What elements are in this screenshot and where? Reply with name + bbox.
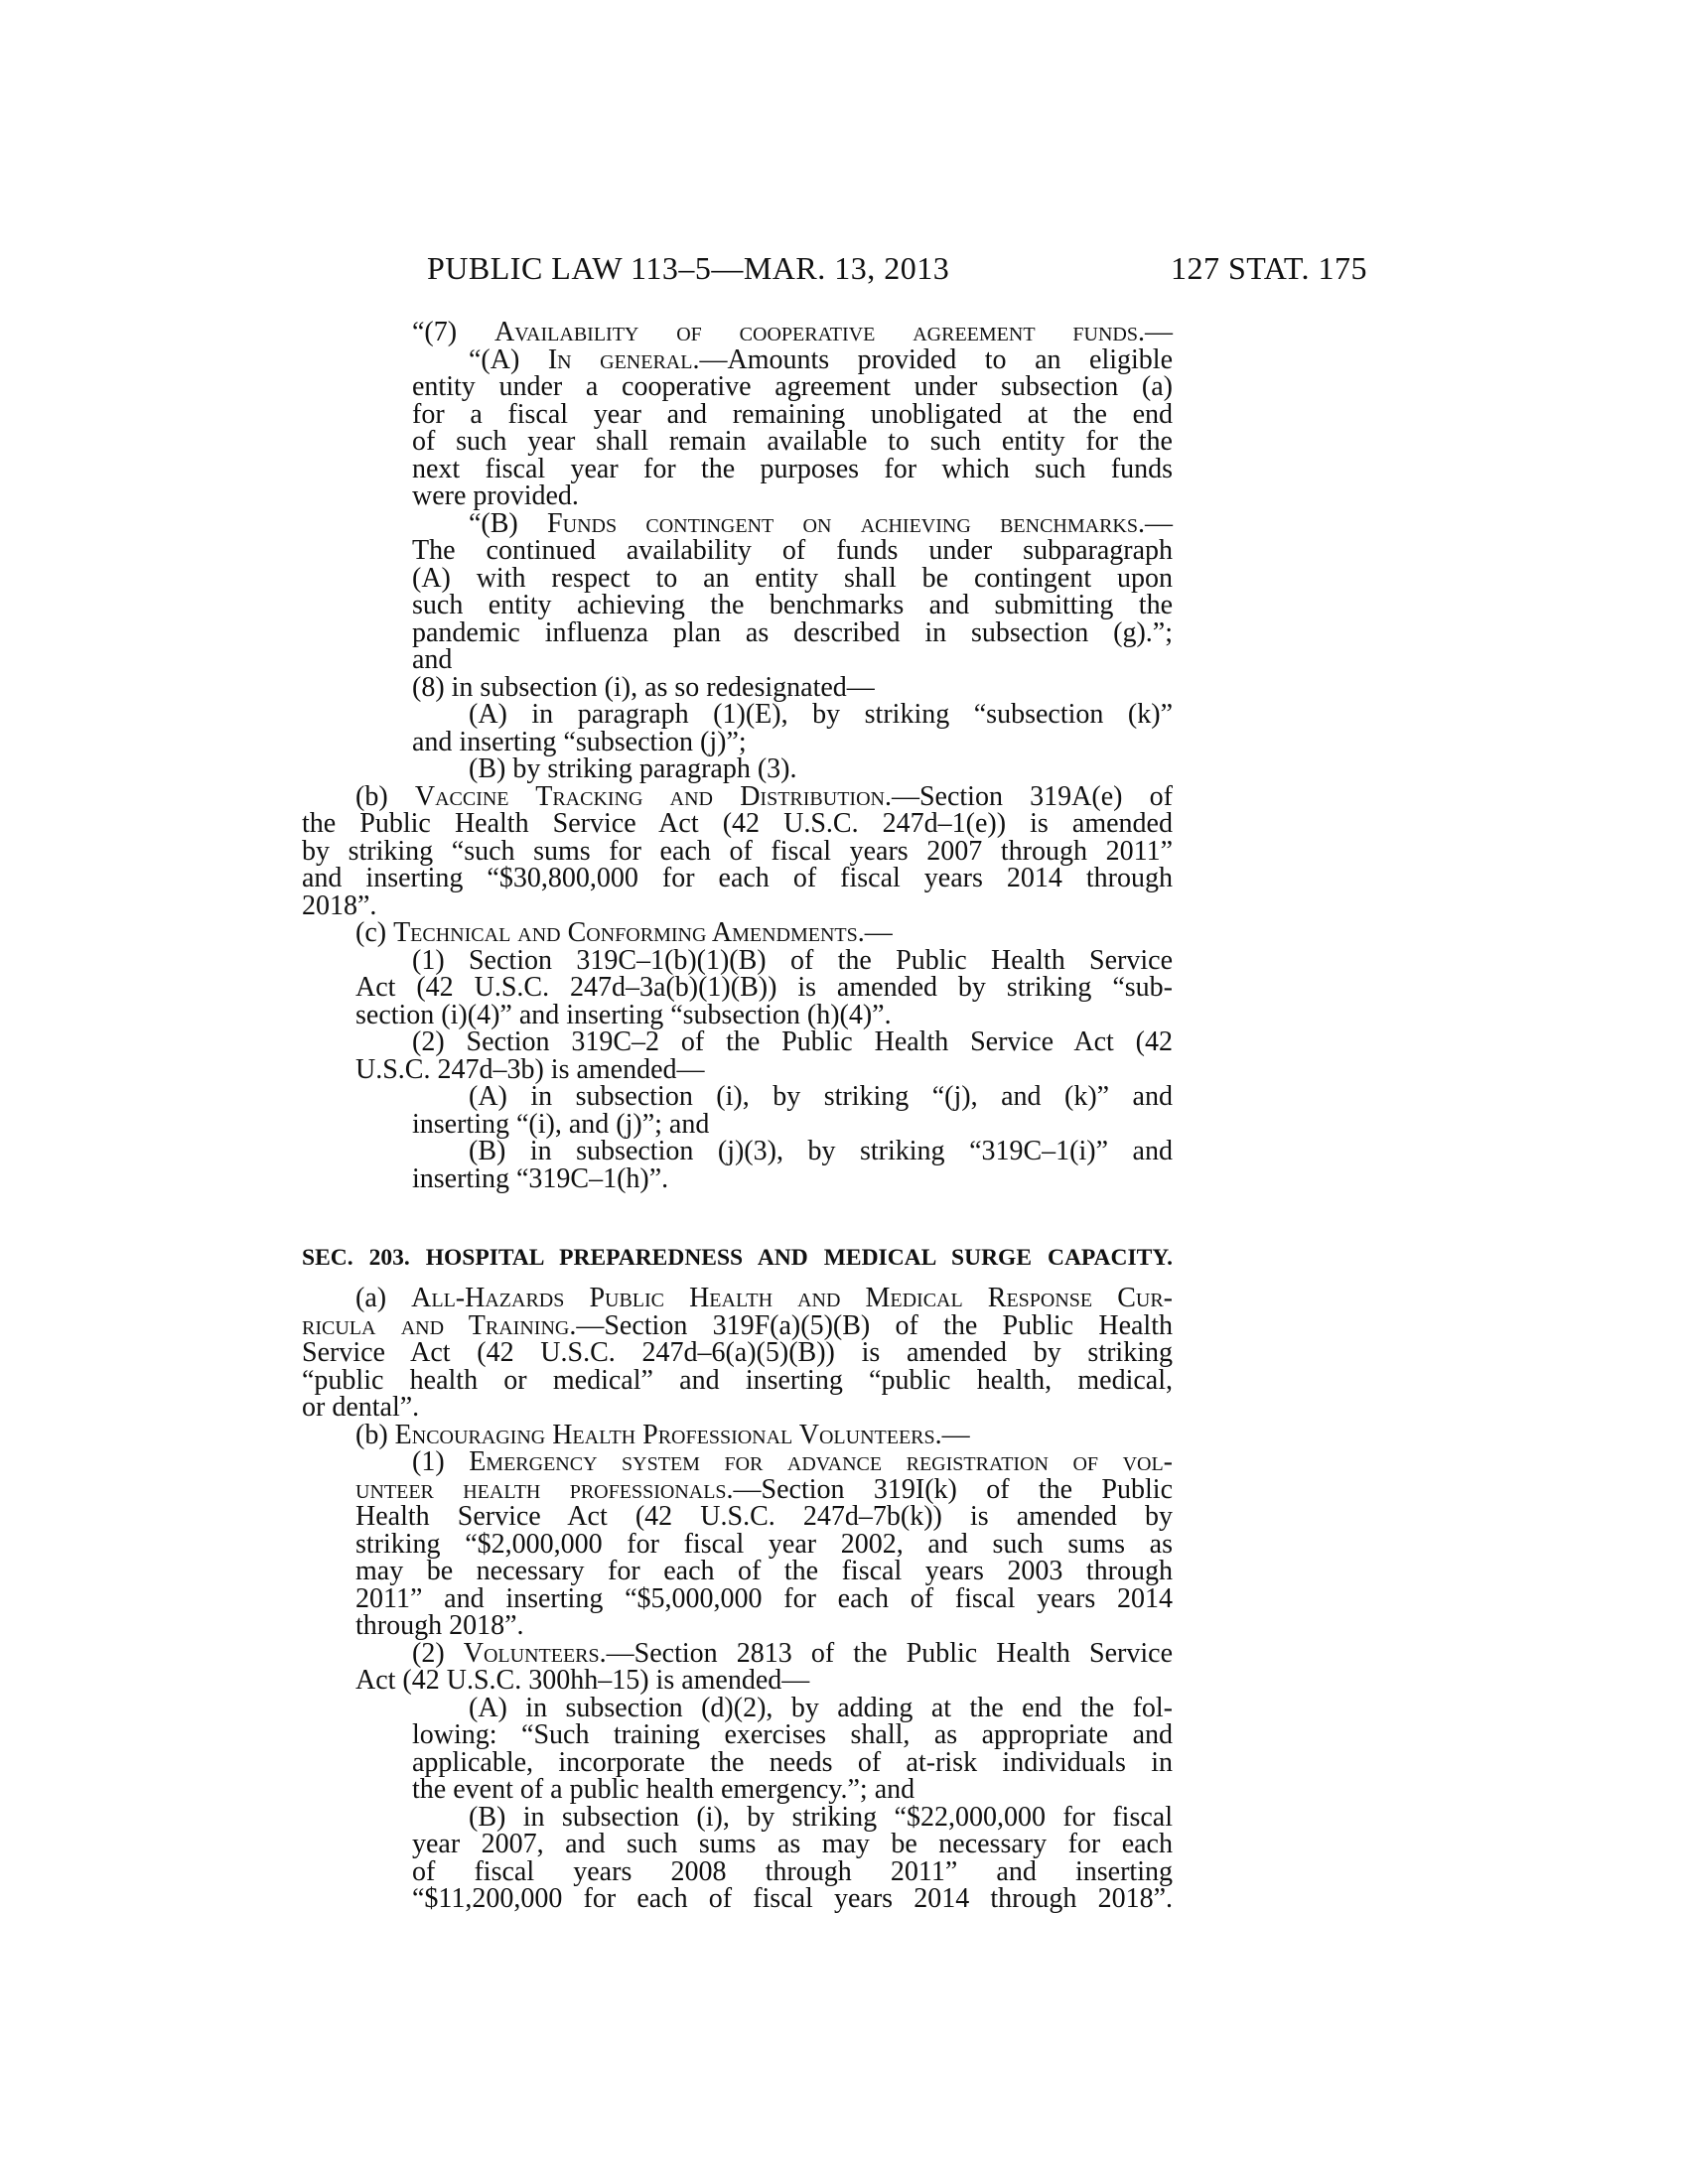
text-segment: entity under a cooperative agreement under subsection (a) xyxy=(412,371,1173,402)
text-segment: —Section 319I(k) of the Public xyxy=(733,1473,1173,1505)
text-segment: (A) in subsection (i), by striking “(j), and (k)” and xyxy=(469,1081,1173,1112)
text-segment: “$11,200,000 for each of fiscal years 2014 through 2018”. xyxy=(412,1883,1173,1914)
text-line xyxy=(412,428,1173,456)
text-line xyxy=(412,616,1173,648)
page-reference: 127 STAT. 175 xyxy=(1170,250,1367,286)
text-line xyxy=(469,1692,1173,1723)
small-caps-heading: All-Hazards Public Health and Medical Response Cur- xyxy=(411,1283,1173,1313)
small-caps-heading: Emergency system for advance registration of vol- xyxy=(469,1446,1173,1477)
text-line xyxy=(355,1285,1173,1312)
text-line xyxy=(355,974,1173,1002)
text-line xyxy=(412,1448,1173,1476)
text-segment: (2) Section 319C–2 of the Public Health Service Act (42 xyxy=(412,1026,1173,1057)
text-line xyxy=(355,1503,1173,1531)
text-segment: Health Service Act (42 U.S.C. 247d–7b(k)) is amended by xyxy=(355,1501,1173,1532)
text-line xyxy=(412,1108,1173,1140)
text-segment: (b) xyxy=(355,780,415,812)
text-line xyxy=(355,1528,1173,1560)
text-line xyxy=(355,999,1173,1030)
text-segment: “public health or medical” and inserting “public health, medical, xyxy=(302,1364,1173,1396)
text-line xyxy=(302,1394,1173,1422)
text-line xyxy=(302,889,1173,921)
text-segment: by striking “such sums for each of fiscal years 2007 through 2011” xyxy=(302,835,1173,867)
small-caps-heading: Encouraging Health Professional Volunteers.— xyxy=(394,1419,970,1450)
small-caps-heading: Vaccine Tracking and Distribution. xyxy=(414,780,892,812)
text-line xyxy=(412,1028,1173,1056)
text-line xyxy=(412,398,1173,430)
text-segment: (A) in paragraph (1)(E), by striking “subsection (k)” xyxy=(469,699,1173,730)
text-line xyxy=(412,1746,1173,1778)
text-segment: Act (42 U.S.C. 247d–3a(b)(1)(B)) is amended by striking “sub- xyxy=(355,972,1173,1003)
text-line xyxy=(355,1053,1173,1085)
small-caps-heading: Availability of cooperative agreement funds.— xyxy=(493,317,1174,347)
text-line xyxy=(412,1831,1173,1858)
text-line xyxy=(355,1612,1173,1640)
text-segment: of fiscal years 2008 through 2011” and inserting xyxy=(412,1855,1173,1887)
text-segment: section (i)(4)” and inserting “subsection (h)(4)”. xyxy=(355,999,892,1030)
text-segment: Act (42 U.S.C. 300hh–15) is amended— xyxy=(355,1665,810,1696)
text-segment: the Public Health Service Act (42 U.S.C. 247d–1(e)) is amended xyxy=(302,808,1173,839)
text-segment: were provided. xyxy=(412,480,579,511)
text-line xyxy=(469,1801,1173,1833)
text-line xyxy=(355,1473,1173,1505)
text-segment: U.S.C. 247d–3b) is amended— xyxy=(355,1053,705,1085)
section-heading: SEC. 203. HOSPITAL PREPAREDNESS AND MEDICAL SURGE CAPACITY. xyxy=(302,1245,1173,1271)
text-line xyxy=(412,592,1173,619)
text-segment: of such year shall remain available to such entity for the xyxy=(412,426,1173,457)
text-segment: (2) xyxy=(412,1637,464,1669)
small-caps-heading: Funds contingent on achieving benchmarks.— xyxy=(547,507,1173,539)
text-segment: striking “$2,000,000 for fiscal year 2002, and such sums as xyxy=(355,1528,1173,1560)
text-segment: and xyxy=(412,644,453,675)
text-segment: inserting “(i), and (j)”; and xyxy=(412,1108,710,1140)
text-line xyxy=(469,1083,1173,1111)
small-caps-heading: Volunteers. xyxy=(463,1637,607,1669)
text-line xyxy=(302,1364,1173,1396)
text-segment: (1) Section 319C–1(b)(1)(B) of the Public Health Service xyxy=(412,944,1173,976)
text-segment: —Section 2813 of the Public Health Service xyxy=(606,1637,1173,1669)
text-segment: next fiscal year for the purposes for which such funds xyxy=(412,453,1173,484)
text-line xyxy=(412,482,1173,510)
text-line xyxy=(469,507,1173,539)
text-line xyxy=(469,701,1173,729)
text-line xyxy=(355,919,1173,947)
small-caps-heading: Technical and Conforming Amendments.— xyxy=(393,917,893,948)
text-line xyxy=(469,755,1173,783)
text-line xyxy=(355,780,1173,812)
small-caps-heading: In general. xyxy=(547,343,700,375)
text-line xyxy=(355,1558,1173,1585)
text-segment: or dental”. xyxy=(302,1392,420,1423)
text-line xyxy=(355,1582,1173,1614)
text-segment: year 2007, and such sums as may be necessary for each xyxy=(412,1829,1173,1859)
text-line xyxy=(302,865,1173,892)
text-segment: (B) in subsection (j)(3), by striking “319C–1(i)” and xyxy=(469,1136,1173,1166)
text-line xyxy=(302,835,1173,867)
text-segment: may be necessary for each of the fiscal years 2003 through xyxy=(355,1556,1173,1586)
text-line xyxy=(412,537,1173,565)
text-line xyxy=(412,1855,1173,1887)
text-line xyxy=(412,1637,1173,1669)
text-segment: lowing: “Such training exercises shall, as appropriate and xyxy=(412,1719,1173,1750)
text-segment: (c) xyxy=(355,917,394,948)
running-title: PUBLIC LAW 113–5—MAR. 13, 2013 xyxy=(427,250,950,286)
text-line xyxy=(412,1776,1173,1804)
text-segment: The continued availability of funds under subparagraph xyxy=(412,535,1173,566)
text-segment: inserting “319C–1(h)”. xyxy=(412,1162,669,1194)
text-line xyxy=(412,1721,1173,1749)
text-line xyxy=(412,562,1173,594)
text-segment: (A) with respect to an entity shall be contingent upon xyxy=(412,562,1173,594)
text-line xyxy=(302,810,1173,838)
text-line xyxy=(412,1885,1173,1913)
text-segment: (8) in subsection (i), as so redesignated— xyxy=(412,671,875,703)
text-segment: Service Act (42 U.S.C. 247d–6(a)(5)(B)) is amended by striking xyxy=(302,1337,1173,1368)
text-segment: through 2018”. xyxy=(355,1610,524,1641)
body-text-top xyxy=(302,319,1173,1192)
text-segment: (B) by striking paragraph (3). xyxy=(469,753,797,784)
text-line xyxy=(412,319,1173,346)
text-line xyxy=(412,1162,1173,1194)
text-segment: pandemic influenza plan as described in subsection (g).”; xyxy=(412,616,1173,648)
text-line xyxy=(302,1309,1173,1341)
small-caps-heading: unteer health professionals. xyxy=(355,1473,734,1505)
text-line xyxy=(412,646,1173,674)
text-segment: (B) in subsection (i), by striking “$22,000,000 for fiscal xyxy=(469,1801,1173,1833)
text-line xyxy=(355,1667,1173,1695)
text-segment: for a fiscal year and remaining unobligated at the end xyxy=(412,398,1173,430)
text-segment: and inserting “subsection (j)”; xyxy=(412,726,747,757)
text-line xyxy=(355,1419,1173,1450)
text-line xyxy=(469,343,1174,375)
text-segment: “(A) xyxy=(469,343,548,375)
text-segment: and inserting “$30,800,000 for each of fiscal years 2014 through xyxy=(302,863,1173,893)
text-segment: 2011” and inserting “$5,000,000 for each of fiscal years 2014 xyxy=(355,1582,1173,1614)
body-text-bottom xyxy=(302,1285,1173,1913)
text-segment: “(7) xyxy=(412,317,494,347)
text-line xyxy=(469,1138,1173,1165)
text-segment: (a) xyxy=(355,1283,412,1313)
text-segment: (A) in subsection (d)(2), by adding at the end the fol- xyxy=(469,1692,1173,1723)
text-line xyxy=(412,373,1173,401)
small-caps-heading: ricula and Training. xyxy=(302,1309,577,1341)
text-segment: such entity achieving the benchmarks and submitting the xyxy=(412,590,1173,620)
text-segment: 2018”. xyxy=(302,889,377,921)
text-line xyxy=(412,944,1173,976)
text-line xyxy=(412,671,1173,703)
text-segment: the event of a public health emergency.”; and xyxy=(412,1774,915,1805)
text-line xyxy=(412,726,1173,757)
text-segment: (1) xyxy=(412,1446,470,1477)
text-segment: —Amounts provided to an eligible xyxy=(699,343,1174,375)
text-line xyxy=(302,1339,1173,1367)
text-segment: “(B) xyxy=(469,507,548,539)
text-segment: (b) xyxy=(355,1419,395,1450)
text-segment: —Section 319F(a)(5)(B) of the Public Health xyxy=(576,1309,1173,1341)
text-segment: —Section 319A(e) of xyxy=(891,780,1173,812)
text-segment: applicable, incorporate the needs of at-risk individuals in xyxy=(412,1746,1173,1778)
text-line xyxy=(412,453,1173,484)
